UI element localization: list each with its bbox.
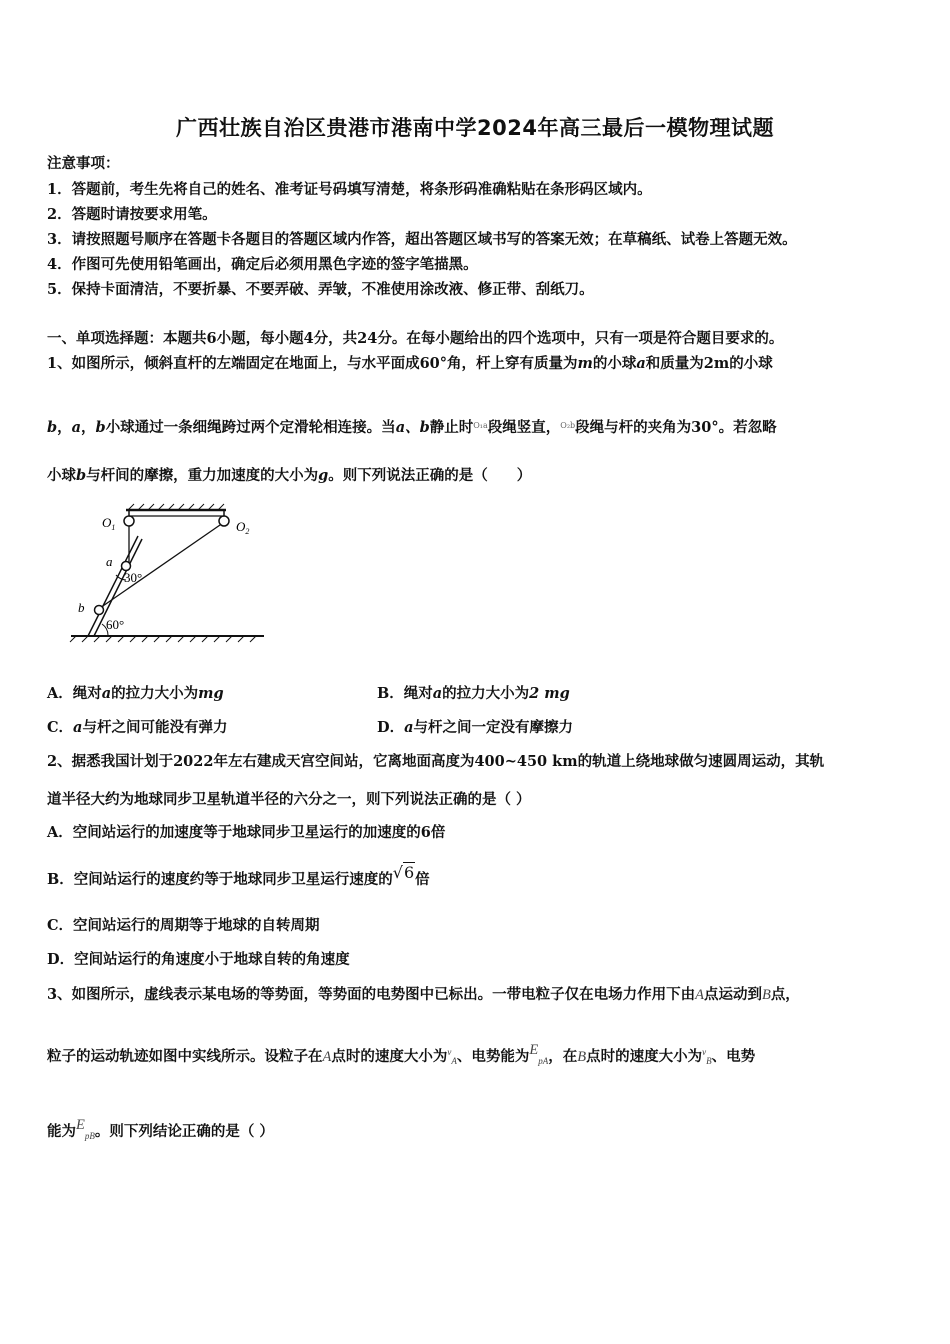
q3-line-3: 能为$E_{pB}$。则下列结论正确的是（ ） (47, 1117, 274, 1141)
q1-option-d[interactable]: D．a与杆之间一定没有摩擦力 (377, 719, 573, 736)
q2-option-d[interactable]: D．空间站运行的角速度小于地球自转的角速度 (47, 951, 350, 968)
q1-line-3: 小球b与杆间的摩擦，重力加速度的大小为g。则下列说法正确的是（ ） (47, 467, 532, 484)
label-o1: $O_1$ (102, 515, 116, 532)
ball-b (95, 606, 104, 615)
label-a: a (106, 554, 113, 569)
q2-option-a[interactable]: A．空间站运行的加速度等于地球同步卫星运行的加速度的6倍 (47, 824, 446, 841)
v-a-symbol: $^v_A$ (447, 1047, 457, 1066)
sqrt-symbol: √6 (392, 863, 415, 882)
q3-line-1: 3、如图所示，虚线表示某电场的等势面，等势面的电势图中已标出。一带电粒子仅在电场力作用下由A点运动到B点， (47, 986, 800, 1003)
q1-option-a[interactable]: A．绳对a的拉力大小为mg (47, 685, 224, 702)
label-b: b (78, 600, 85, 615)
notice-item-2: 2．答题时请按要求用笔。 (47, 206, 217, 223)
q1-figure (66, 500, 271, 645)
ep-b-symbol: $E_{pB}$ (76, 1117, 95, 1141)
page-title: 广西壮族自治区贵港市港南中学2024年高三最后一模物理试题 (176, 116, 774, 140)
q2-line-1: 2、据悉我国计划于2022年左右建成天宫空间站，它离地面高度为400~450 km的轨道上绕地球做匀速圆周运动，其轨 (47, 753, 825, 770)
q1-line-2: b，a，b小球通过一条细绳跨过两个定滑轮相连接。当a、b静止时O₁a段绳竖直，O₂b段绳与杆的夹角为30°。若忽略 (47, 419, 777, 436)
q1-line-1: 1、如图所示，倾斜直杆的左端固定在地面上，与水平面成60°角，杆上穿有质量为m的小球a和质量为2m的小球 (47, 355, 773, 372)
q3-line-2: 粒子的运动轨迹如图中实线所示。设粒子在A点时的速度大小为$^v_A$、电势能为$E_{pA}$，在B点时的速度大小为$^v_B$、电势 (47, 1042, 756, 1066)
notice-item-1: 1．答题前，考生先将自己的姓名、准考证号码填写清楚，将条形码准确粘贴在条形码区域内。 (47, 181, 652, 198)
segment-o1a-symbol: O₁a (473, 421, 488, 430)
v-b-symbol: $^v_B$ (702, 1047, 712, 1066)
label-angle-30: 30° (124, 570, 143, 585)
pulley-o2 (219, 516, 229, 526)
pulley-o1 (124, 516, 134, 526)
q2-option-c[interactable]: C．空间站运行的周期等于地球的自转周期 (47, 917, 320, 934)
notice-item-3: 3．请按照题号顺序在答题卡各题目的答题区域内作答，超出答题区域书写的答案无效；在草稿纸、试卷上答题无效。 (47, 231, 797, 248)
notice-item-4: 4．作图可先使用铅笔画出，确定后必须用黑色字迹的签字笔描黑。 (47, 256, 478, 273)
segment-o2b-symbol: O₂b (560, 421, 576, 430)
rope-o2-b (100, 525, 220, 608)
notice-heading: 注意事项： (47, 155, 120, 172)
section-1-heading: 一、单项选择题：本题共6小题，每小题4分，共24分。在每小题给出的四个选项中，只有一项是符合题目要求的。 (47, 330, 784, 347)
ep-a-symbol: $E_{pA}$ (529, 1042, 549, 1066)
notice-item-5: 5．保持卡面清洁，不要折暴、不要弄破、弄皱，不准使用涂改液、修正带、刮纸刀。 (47, 281, 594, 298)
q1-option-b[interactable]: B．绳对a的拉力大小为2 mg (377, 685, 570, 702)
label-o2: $O_2$ (236, 519, 250, 536)
q2-line-2: 道半径大约为地球同步卫星轨道半径的六分之一，则下列说法正确的是（ ） (47, 791, 531, 808)
label-angle-60: 60° (106, 617, 125, 632)
q1-option-c[interactable]: C．a与杆之间可能没有弹力 (47, 719, 228, 736)
q2-option-b[interactable]: B．空间站运行的速度约等于地球同步卫星运行速度的√6倍 (47, 863, 430, 888)
